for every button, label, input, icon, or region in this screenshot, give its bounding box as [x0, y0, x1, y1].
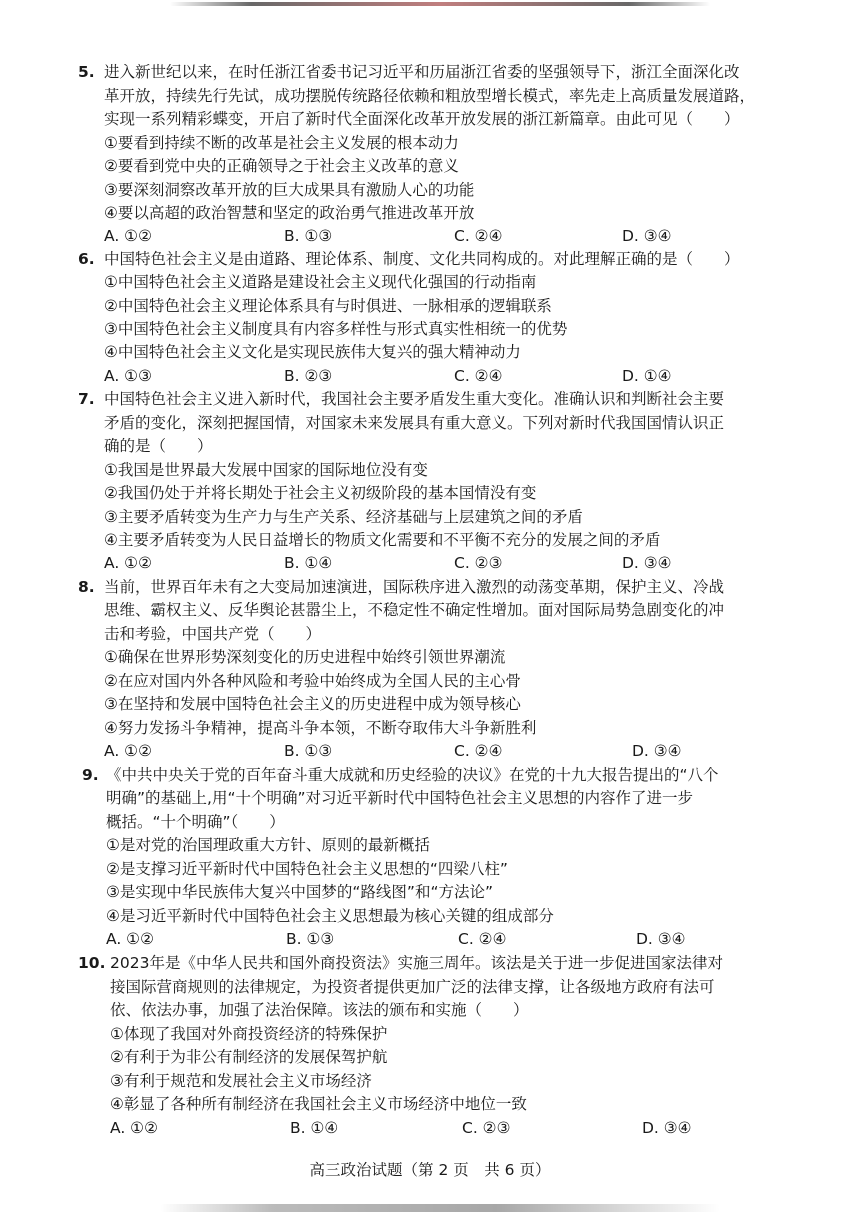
statement-item: ④努力发扬斗争精神，提高斗争本领，不断夺取伟大斗争新胜利: [104, 719, 537, 737]
option-d: D. ③④: [636, 930, 686, 948]
option-b: B. ②③: [284, 367, 333, 385]
question-stem-line: 概括。“十个明确”（ ）: [106, 813, 285, 831]
option-d: D. ③④: [622, 554, 672, 572]
question-stem-line: 实现一系列精彩蝶变，开启了新时代全面深化改革开放发展的浙江新篇章。由此可见（ ）: [104, 110, 740, 128]
scan-edge-top: [170, 2, 710, 6]
question-stem-line: 明确”的基础上,用“十个明确”对习近平新时代中国特色社会主义思想的内容作了进一步: [106, 789, 694, 807]
option-b: B. ①④: [284, 554, 333, 572]
question-stem-line: 当前，世界百年未有之大变局加速演进，国际秩序进入激烈的动荡变革期，保护主义、冷战: [104, 578, 725, 596]
statement-item: ④主要矛盾转变为人民日益增长的物质文化需要和不平衡不充分的发展之间的矛盾: [104, 531, 661, 549]
option-d: D. ③④: [632, 742, 682, 760]
option-b: B. ①③: [284, 742, 333, 760]
option-a: A. ①②: [104, 554, 152, 572]
statement-item: ③是实现中华民族伟大复兴中国梦的“路线图”和“方法论”: [106, 883, 494, 901]
question-number: 6.: [78, 250, 95, 268]
question-stem-line: 2023年是《中华人民共和国外商投资法》实施三周年。该法是关于进一步促进国家法律对: [110, 954, 723, 972]
question-stem-line: 革开放，持续先行先试，成功摆脱传统路径依赖和粗放型增长模式，率先走上高质量发展道路，: [104, 87, 756, 105]
question-stem-line: 进入新世纪以来，在时任浙江省委书记习近平和历届浙江省委的坚强领导下，浙江全面深化改: [104, 63, 740, 81]
question-stem-line: 依、依法办事，加强了法治保障。该法的颁布和实施（ ）: [110, 1001, 529, 1019]
option-c: C. ②④: [458, 930, 507, 948]
question-number: 9.: [82, 766, 99, 784]
question-number: 10.: [78, 954, 106, 972]
statement-item: ②在应对国内外各种风险和考验中始终成为全国人民的主心骨: [104, 672, 521, 690]
question-stem-line: 击和考验，中国共产党（ ）: [104, 625, 322, 643]
question-stem-line: 接国际营商规则的法律规定，为投资者提供更加广泛的法律支撑，让各级地方政府有法可: [110, 978, 715, 996]
statement-item: ①中国特色社会主义道路是建设社会主义现代化强国的行动指南: [104, 273, 537, 291]
statement-item: ①我国是世界最大发展中国家的国际地位没有变: [104, 461, 428, 479]
statement-item: ①体现了我国对外商投资经济的特殊保护: [110, 1025, 388, 1043]
question-number: 8.: [78, 578, 95, 596]
option-b: B. ①③: [284, 227, 333, 245]
option-d: D. ③④: [642, 1119, 692, 1137]
statement-item: ④要以高超的政治智慧和坚定的政治勇气推进改革开放: [104, 204, 475, 222]
option-b: B. ①④: [290, 1119, 339, 1137]
statement-item: ②我国仍处于并将长期处于社会主义初级阶段的基本国情没有变: [104, 484, 537, 502]
statement-item: ②是支撑习近平新时代中国特色社会主义思想的“四梁八柱”: [106, 860, 508, 878]
option-a: A. ①②: [106, 930, 154, 948]
option-a: A. ①②: [104, 742, 152, 760]
question-stem-line: 中国特色社会主义是由道路、理论体系、制度、文化共同构成的。对此理解正确的是（ ）: [104, 250, 740, 268]
statement-item: ②有利于为非公有制经济的发展保驾护航: [110, 1048, 388, 1066]
option-d: D. ①④: [622, 367, 672, 385]
question-stem-line: 思维、霸权主义、反华舆论甚嚣尘上，不稳定性不确定性增加。面对国际局势急剧变化的冲: [104, 601, 725, 619]
scan-edge-bottom: [160, 1204, 720, 1212]
statement-item: ④中国特色社会主义文化是实现民族伟大复兴的强大精神动力: [104, 343, 521, 361]
option-c: C. ②③: [462, 1119, 511, 1137]
statement-item: ③有利于规范和发展社会主义市场经济: [110, 1072, 372, 1090]
question-stem-line: 矛盾的变化，深刻把握国情，对国家未来发展具有重大意义。下列对新时代我国国情认识正: [104, 414, 725, 432]
statement-item: ②中国特色社会主义理论体系具有与时俱进、一脉相承的逻辑联系: [104, 297, 552, 315]
statement-item: ③在坚持和发展中国特色社会主义的历史进程中成为领导核心: [104, 695, 521, 713]
option-d: D. ③④: [622, 227, 672, 245]
statement-item: ②要看到党中央的正确领导之于社会主义改革的意义: [104, 157, 459, 175]
option-a: A. ①②: [104, 227, 152, 245]
option-b: B. ①③: [286, 930, 335, 948]
option-a: A. ①②: [110, 1119, 158, 1137]
question-number: 7.: [78, 390, 95, 408]
statement-item: ③要深刻洞察改革开放的巨大成果具有激励人心的功能: [104, 181, 475, 199]
statement-item: ③中国特色社会主义制度具有内容多样性与形式真实性相统一的优势: [104, 320, 568, 338]
question-stem-line: 确的是（ ）: [104, 437, 213, 455]
question-number: 5.: [78, 63, 95, 81]
statement-item: ①是对党的治国理政重大方针、原则的最新概括: [106, 836, 430, 854]
option-c: C. ②③: [454, 554, 503, 572]
question-stem-line: 《中共中央关于党的百年奋斗重大成就和历史经验的决议》在党的十九大报告提出的“八个: [106, 766, 719, 784]
option-a: A. ①③: [104, 367, 152, 385]
option-c: C. ②④: [454, 227, 503, 245]
option-c: C. ②④: [454, 742, 503, 760]
statement-item: ④彰显了各种所有制经济在我国社会主义市场经济中地位一致: [110, 1095, 527, 1113]
statement-item: ④是习近平新时代中国特色社会主义思想最为核心关键的组成部分: [106, 907, 554, 925]
statement-item: ①确保在世界形势深刻变化的历史进程中始终引领世界潮流: [104, 648, 506, 666]
page-footer: 高三政治试题（第 2 页 共 6 页）: [309, 1161, 551, 1179]
statement-item: ①要看到持续不断的改革是社会主义发展的根本动力: [104, 134, 459, 152]
statement-item: ③主要矛盾转变为生产力与生产关系、经济基础与上层建筑之间的矛盾: [104, 508, 583, 526]
option-c: C. ②④: [454, 367, 503, 385]
question-stem-line: 中国特色社会主义进入新时代，我国社会主要矛盾发生重大变化。准确认识和判断社会主要: [104, 390, 725, 408]
